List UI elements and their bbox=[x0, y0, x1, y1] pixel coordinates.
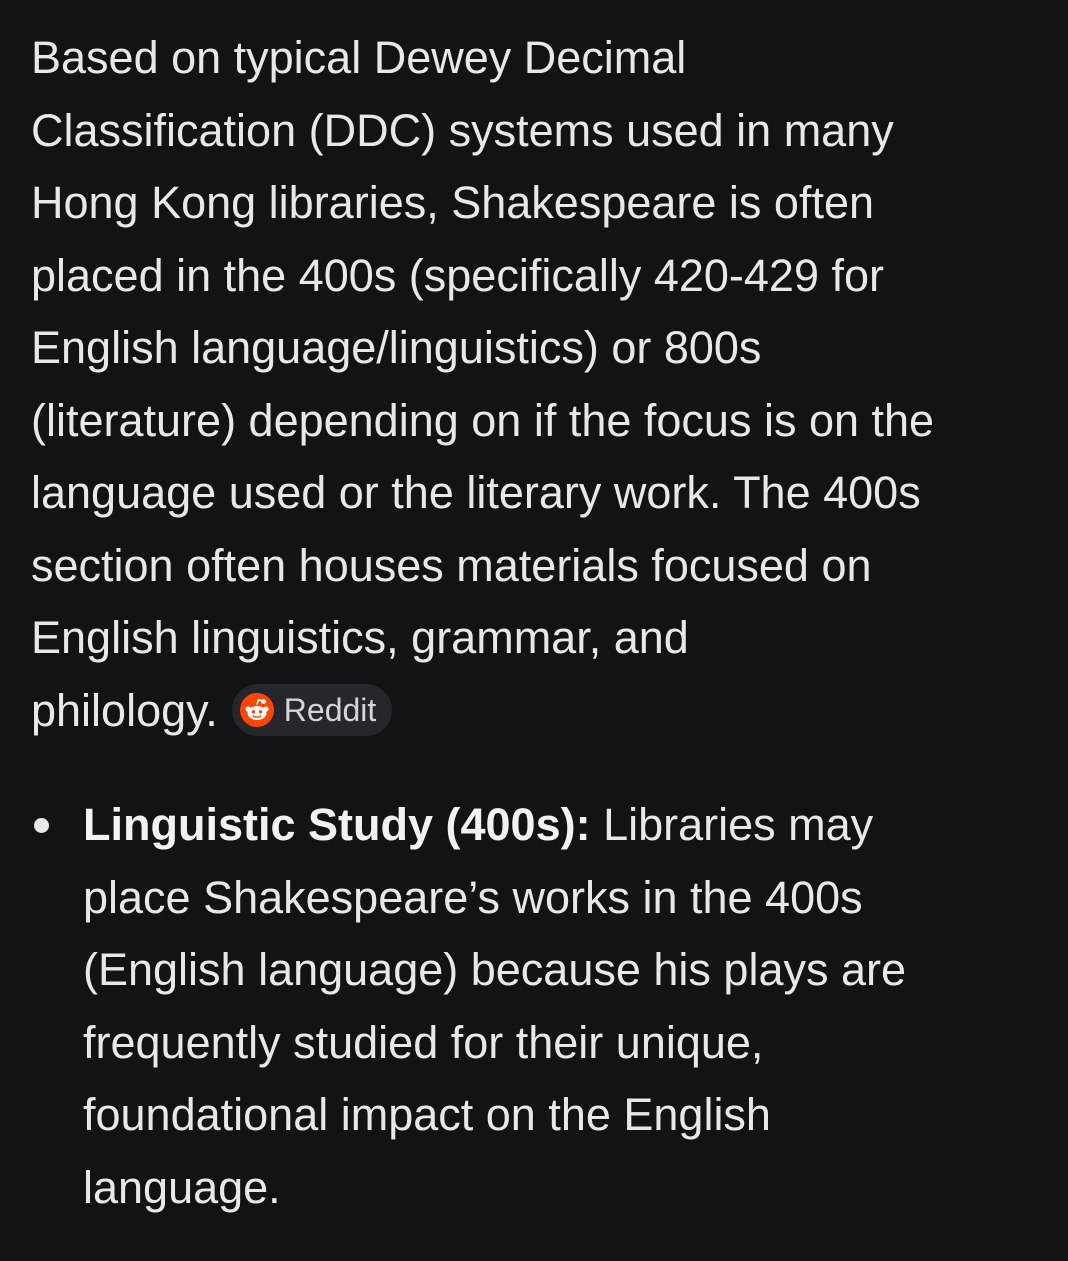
paragraph-line: language used or the literary work. The 400s bbox=[31, 467, 921, 518]
bullet-dot-icon bbox=[34, 818, 49, 833]
paragraph-line: Classification (DDC) systems used in many bbox=[31, 104, 894, 156]
paragraph-line: placed in the 400s (specifically 420-429 for bbox=[31, 249, 885, 301]
list-item-heading: Linguistic Study (400s): bbox=[83, 799, 591, 850]
paragraph-last-line bbox=[31, 675, 1031, 748]
source-chip-label: Reddit bbox=[283, 691, 377, 728]
paragraph-line: English language/linguistics) or 800s bbox=[31, 322, 762, 373]
list-item-line: language. bbox=[83, 1161, 281, 1213]
source-chip-reddit[interactable] bbox=[232, 684, 393, 736]
list-item-line: (English language) because his plays are bbox=[83, 944, 907, 995]
list-item-first-line bbox=[83, 789, 1041, 862]
list-item-line: foundational impact on the English bbox=[83, 1089, 771, 1140]
bullet-list bbox=[31, 789, 1041, 1224]
paragraph-line: philology. bbox=[31, 684, 218, 736]
list-item-line: frequently studied for their unique, bbox=[83, 1016, 764, 1068]
paragraph-line: (literature) depending on if the focus is on the bbox=[31, 394, 935, 446]
answer-body bbox=[31, 22, 1031, 747]
paragraph-line: section often houses materials focused on bbox=[31, 539, 872, 591]
paragraph-line: Based on typical Dewey Decimal bbox=[31, 32, 687, 83]
answer-paragraph bbox=[31, 22, 1031, 747]
paragraph-line: English linguistics, grammar, and bbox=[31, 612, 689, 663]
list-item bbox=[31, 789, 1041, 1224]
reddit-icon bbox=[240, 693, 274, 727]
list-item-line: place Shakespeare’s works in the 400s bbox=[83, 871, 863, 923]
list-item-line: Libraries may bbox=[590, 799, 874, 850]
paragraph-line: Hong Kong libraries, Shakespeare is often bbox=[31, 177, 875, 228]
